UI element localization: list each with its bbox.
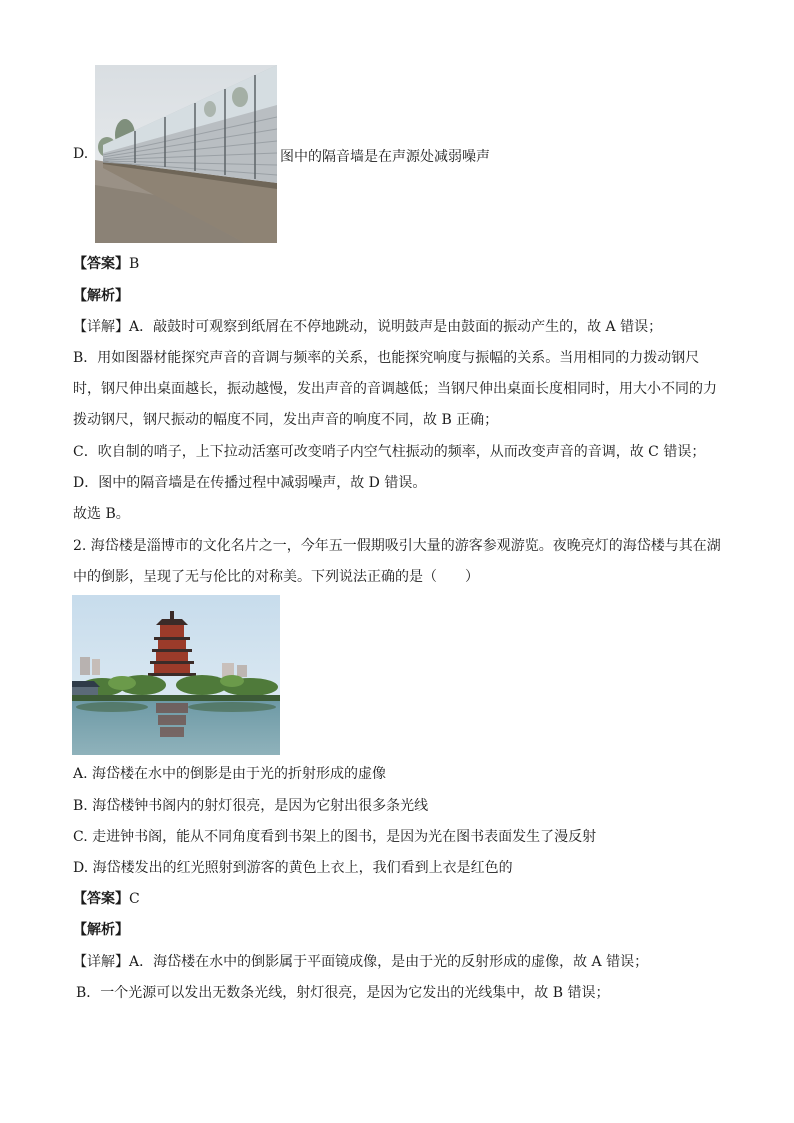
q1-detail-line-6: D．图中的隔音墙是在传播过程中减弱噪声，故 D 错误。 [73,475,427,491]
q2-option-b: B. 海岱楼钟书阁内的射灯很亮，是因为它射出很多条光线 [73,798,429,814]
q2-analysis-heading: 【解析】 [73,922,129,938]
q1-detail-line-2: B．用如图器材能探究声音的音调与频率的关系，也能探究响度与振幅的关系。当用相同的力拨动钢尺 [73,350,700,366]
q2-option-a: A. 海岱楼在水中的倒影是由于光的折射形成的虚像 [73,766,387,782]
q2-answer-line [73,890,140,908]
haidai-tower-photo [72,595,280,755]
option-d-label: D. [73,146,89,162]
q2-detail-line-1: 【详解】A．海岱楼在水中的倒影属于平面镜成像，是由于光的反射形成的虚像，故 A 错误； [73,954,649,970]
q2-detail-line-2: B．一个光源可以发出无数条光线，射灯很亮，是因为它发出的光线集中，故 B 错误； [76,985,610,1001]
q1-detail-line-1: 【详解】A．敲鼓时可观察到纸屑在不停地跳动，说明鼓声是由鼓面的振动产生的，故 A 错误； [73,319,663,335]
q1-detail-line-5: C．吹自制的哨子，上下拉动活塞可改变哨子内空气柱振动的频率，从而改变声音的音调，故 C 错误； [73,444,706,460]
option-d-text: 图中的隔音墙是在声源处减弱噪声 [280,149,490,165]
q1-detail-line-7: 故选 B。 [73,506,130,522]
q1-detail-line-3: 时，钢尺伸出桌面越长，振动越慢，发出声音的音调越低；当钢尺伸出桌面长度相同时，用大小不同的力 [73,381,717,397]
q2-stem-line-2: 中的倒影，呈现了无与伦比的对称美。下列说法正确的是（ ） [73,569,479,585]
q2-option-c: C. 走进钟书阁，能从不同角度看到书架上的图书，是因为光在图书表面发生了漫反射 [73,829,597,845]
answer-value: B [129,256,140,272]
answer-bracket: 【答案】 [73,256,129,272]
q2-option-d: D. 海岱楼发出的红光照射到游客的黄色上衣上，我们看到上衣是红色的 [73,860,513,876]
q1-answer-line [73,255,139,273]
answer-bracket: 【答案】 [73,891,129,907]
q1-detail-line-4: 拨动钢尺，钢尺振动的幅度不同，发出声音的响度不同，故 B 正确； [73,412,499,428]
q2-stem-line-1: 2. 海岱楼是淄博市的文化名片之一，今年五一假期吸引大量的游客参观游览。夜晚亮灯的海岱楼与其在湖 [73,538,721,554]
noise-barrier-photo [95,65,277,243]
q1-analysis-heading: 【解析】 [73,288,129,304]
answer-value: C [129,891,140,907]
